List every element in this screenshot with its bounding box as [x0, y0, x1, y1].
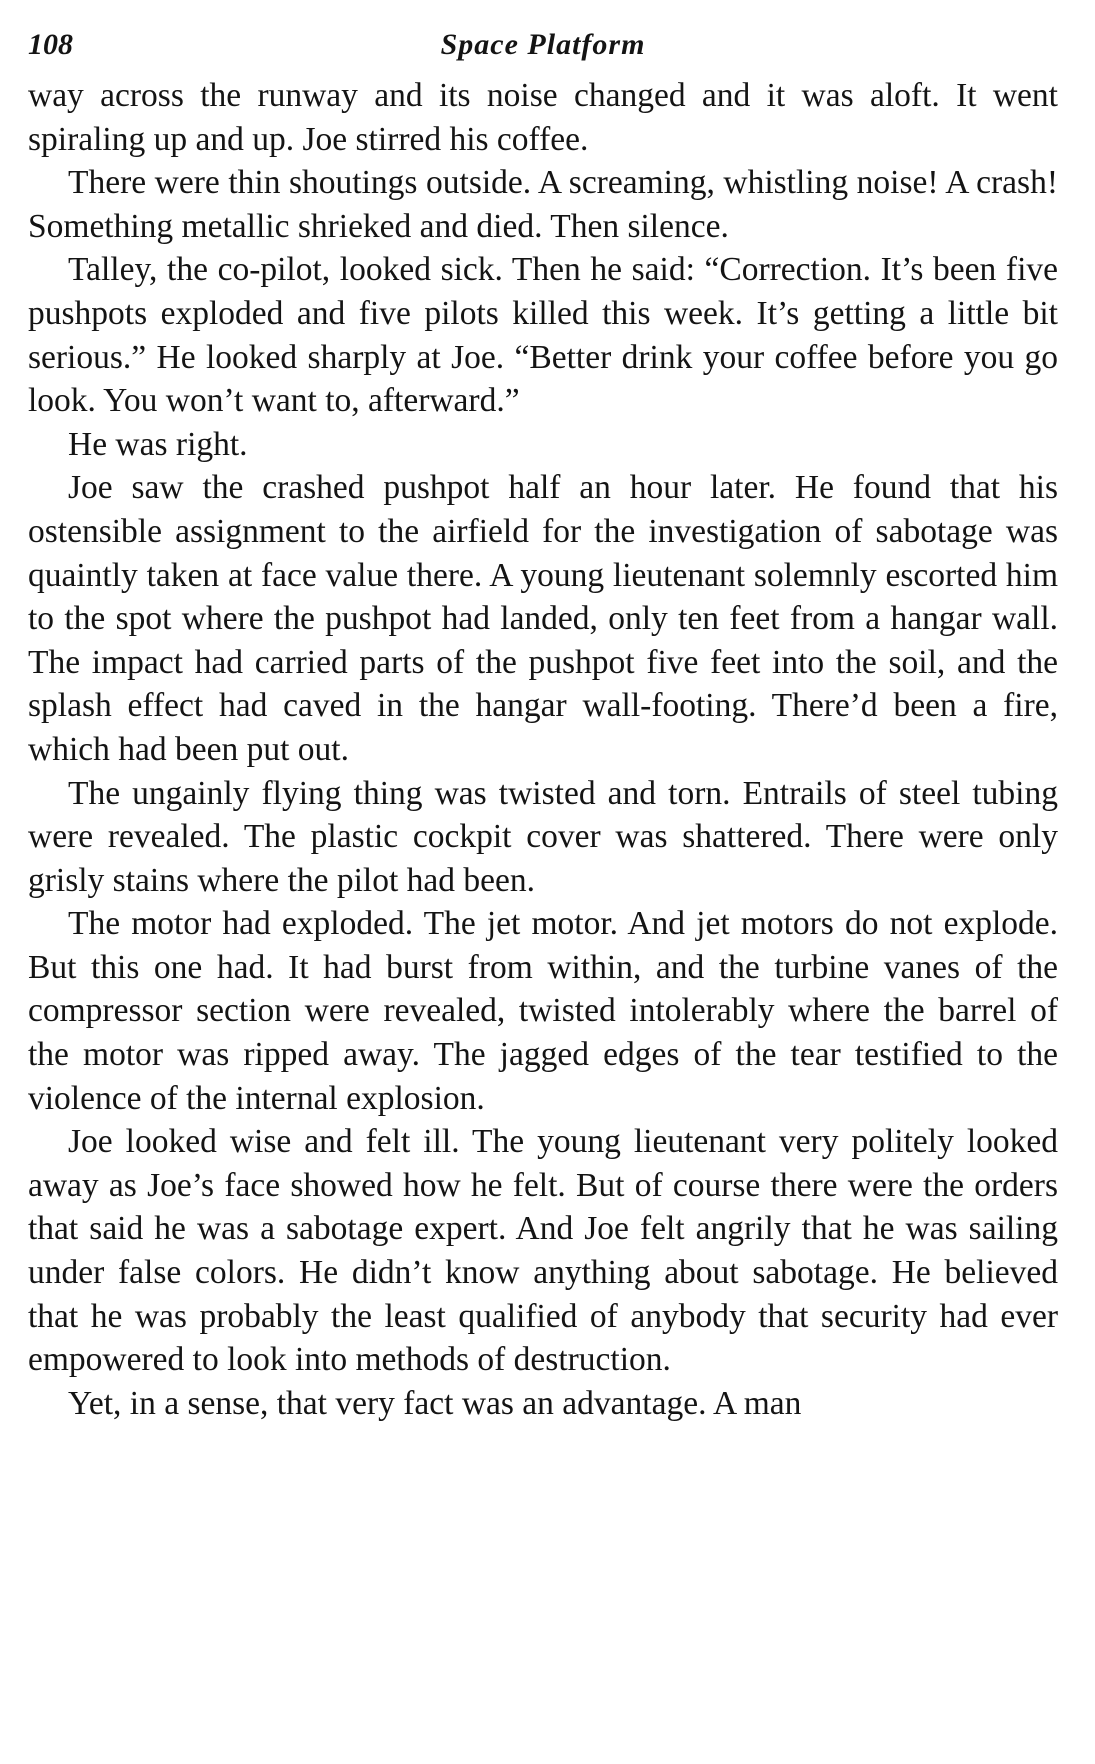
paragraph-3: Talley, the co-pilot, looked sick. Then he said: “Correction. It’s been five pushpots exploded and five pilots killed this week. It’s getting a little bit serious.” He looked sharply at Joe. “Better drink your coffee before you go look. You won’t want to, afterward.”	[28, 251, 1058, 420]
page-number: 108	[28, 28, 73, 61]
book-page	[28, 22, 1058, 1742]
paragraph-8: Joe looked wise and felt ill. The young lieutenant very politely looked away as Joe’s face showed how he felt. But of course there were the orders that said he was a sabotage expert. And Joe felt angrily that he was sailing under false colors. He didn’t know anything about sabotage. He believed that he was probably the least qualified of anybody that security had ever empowered to look into methods of destruction.	[28, 1123, 1058, 1379]
body-text	[28, 74, 1058, 1425]
running-title: Space Platform	[440, 28, 646, 61]
paragraph-5: Joe saw the crashed pushpot half an hour later. He found that his ostensible assignment to the airfield for the investigation of sabotage was quaintly taken at face value there. A young lieutenant solemnly escorted him to the spot where the pushpot had landed, only ten feet from a hangar wall. The impact had carried parts of the pushpot five feet into the soil, and the splash effect had caved in the hangar wall-footing. There’d been a fire, which had been put out.	[28, 469, 1058, 768]
paragraph-4: He was right.	[68, 425, 248, 463]
paragraph-1: way across the runway and its noise changed and it was aloft. It went spiraling up and up. Joe stirred his coffee.	[28, 77, 1058, 158]
paragraph-6: The ungainly flying thing was twisted and torn. Entrails of steel tubing were revealed. The plastic cockpit cover was shattered. There were only grisly stains where the pilot had been.	[28, 774, 1058, 899]
paragraph-2: There were thin shoutings outside. A screaming, whistling noise! A crash! Something metallic shrieked and died. Then silence.	[28, 164, 1058, 245]
paragraph-9: Yet, in a sense, that very fact was an advantage. A man	[68, 1384, 802, 1422]
page-header	[28, 22, 1058, 72]
paragraph-7: The motor had exploded. The jet motor. And jet motors do not explode. But this one had. It had burst from within, and the turbine vanes of the compressor section were revealed, twisted intolerably where the barrel of the motor was ripped away. The jagged edges of the tear testified to the violence of the internal explosion.	[28, 905, 1058, 1117]
